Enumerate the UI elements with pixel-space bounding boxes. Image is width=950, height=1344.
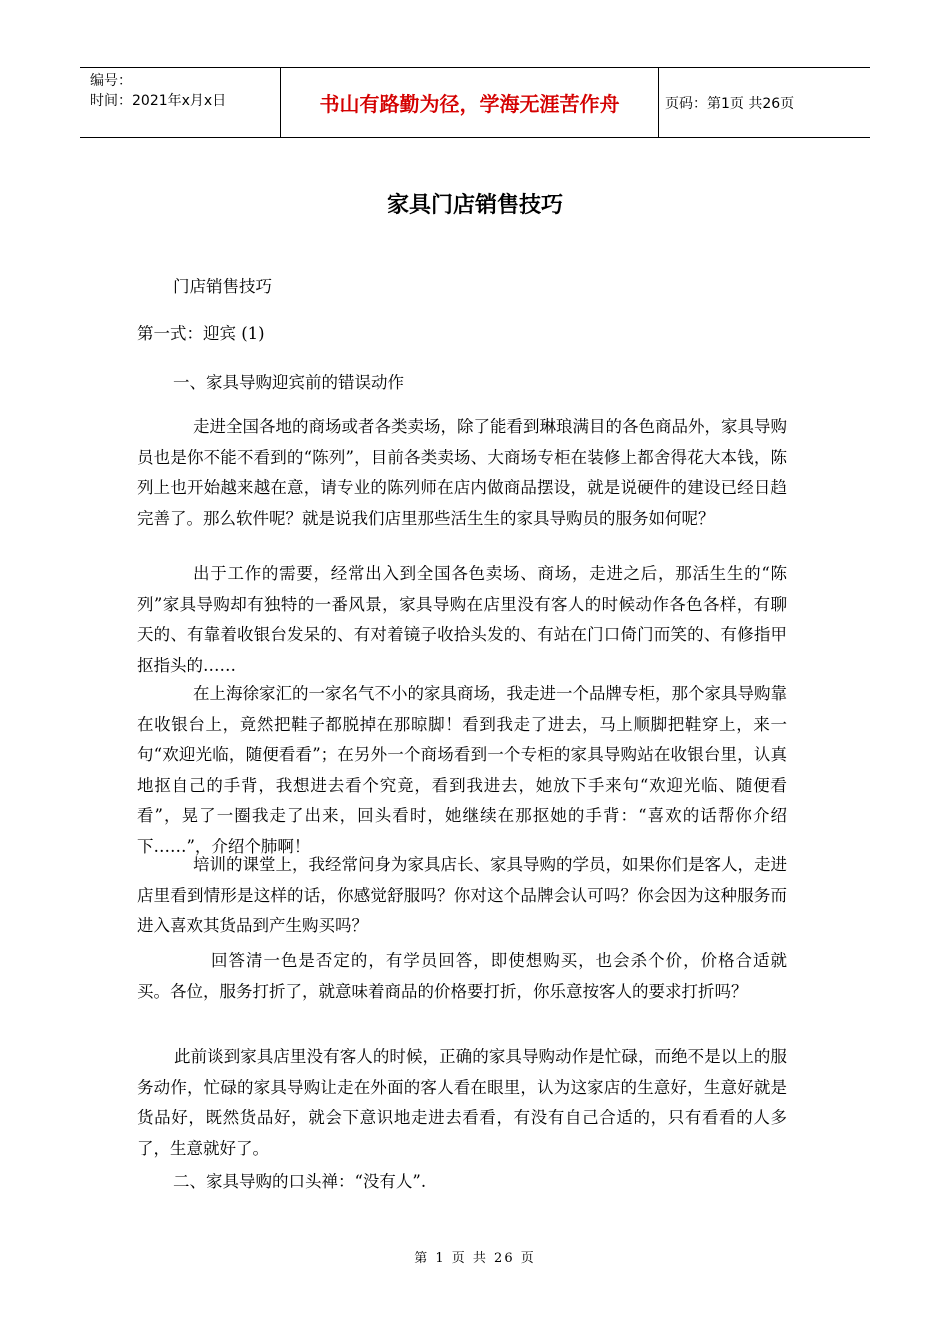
paragraph-3: 在上海徐家汇的一家名气不小的家具商场，我走进一个品牌专柜，那个家具导购靠在收银台上，竟然把鞋子都脱掉在那晾脚！看到我走了进去，马上顺脚把鞋穿上，来一句“欢迎光临，随便看看”；在另外一个商场看到一个专柜的家具导购站在收银台里，认真地抠自己的手背，我想进去看个究竟，看到我进去，她放下手来句“欢迎光临、随便看看”，晃了一圈我走了出来，回头看时，她继续在那抠她的手背：“喜欢的话帮你介绍下……”，介绍个肺啊！ (137, 684, 787, 856)
paragraph-1: 走进全国各地的商场或者各类卖场，除了能看到琳琅满目的各色商品外，家具导购员也是你不能不看到的“陈列”，目前各类卖场、大商场专柜在装修上都舍得花大本钱，陈列上也开始越来越在意，请专业的陈列师在店内做商品摆设，就是说硬件的建设已经日趋完善了。那么软件呢？就是说我们店里那些活生生的家具导购员的服务如何呢？ (137, 417, 787, 528)
header-table (80, 67, 870, 138)
section-heading-1: 一、家具导购迎宾前的错误动作 (173, 373, 404, 392)
header-meta-cell (80, 68, 281, 137)
number-label: 编号： (90, 73, 132, 89)
time-label: 时间：2021年x月x日 (90, 93, 227, 109)
header-page-code: 页码：第1页 共26页 (665, 95, 795, 112)
chapter-heading: 第一式：迎宾 (1) (137, 324, 265, 343)
header-motto: 书山有路勤为径，学海无涯苦作舟 (281, 68, 659, 137)
document-title: 家具门店销售技巧 (386, 193, 563, 218)
subtitle: 门店销售技巧 (173, 277, 272, 296)
paragraph-4: 培训的课堂上，我经常问身为家具店长、家具导购的学员，如果你们是客人，走进店里看到情形是这样的话，你感觉舒服吗？你对这个品牌会认可吗？你会因为这种服务而进入喜欢其货品到产生购买吗？ (137, 855, 787, 935)
page-footer: 第 1 页 共 26 页 (414, 1251, 536, 1266)
section-heading-2: 二、家具导购的口头禅：“没有人”. (173, 1172, 427, 1191)
paragraph-6: 此前谈到家具店里没有客人的时候，正确的家具导购动作是忙碌，而绝不是以上的服务动作，忙碌的家具导购让走在外面的客人看在眼里，认为这家店的生意好，生意好就是货品好，既然货品好，就会下意识地走进去看看，有没有自己合适的，只有看看的人多了，生意就好了。 (137, 1047, 787, 1158)
paragraph-2: 出于工作的需要，经常出入到全国各色卖场、商场，走进之后，那活生生的“陈列”家具导购却有独特的一番风景，家具导购在店里没有客人的时候动作各色各样，有聊天的、有靠着收银台发呆的、有对着镜子收拾头发的、有站在门口倚门而笑的、有修指甲抠指头的…… (137, 564, 787, 675)
paragraph-5: 回答清一色是否定的，有学员回答，即使想购买，也会杀个价，价格合适就买。各位，服务打折了，就意味着商品的价格要打折，你乐意按客人的要求打折吗？ (137, 951, 787, 1001)
